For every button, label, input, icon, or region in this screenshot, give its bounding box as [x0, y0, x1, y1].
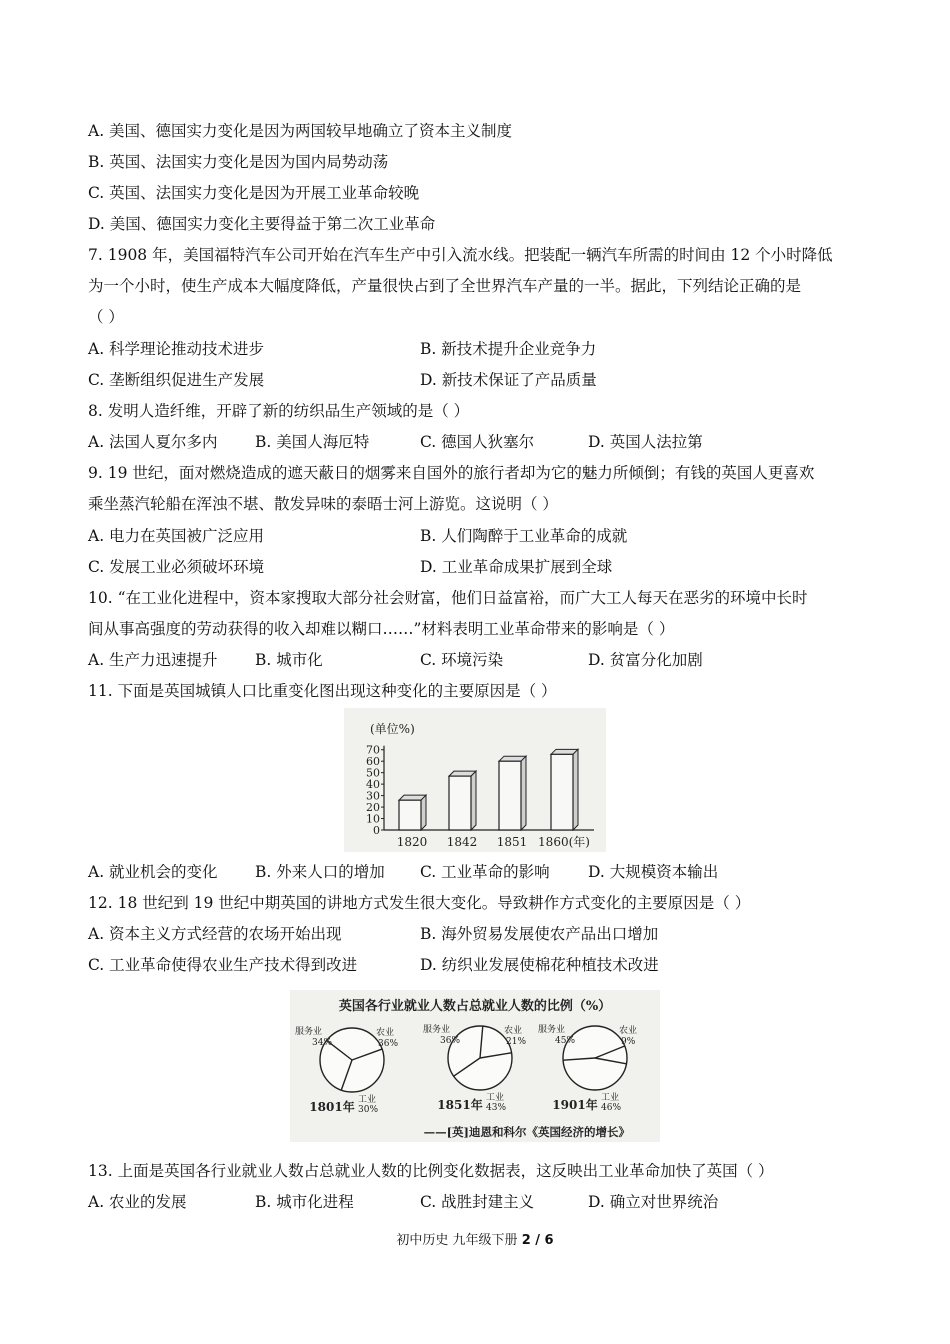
q11-option-c: C. 工业革命的影响 [420, 863, 550, 881]
q6-option-c: C. 英国、法国实力变化是因为开展工业革命较晚 [88, 184, 420, 202]
pie-pct-agriculture: 21% [506, 1037, 527, 1047]
q8-option-c: C. 德国人狄塞尔 [420, 433, 535, 451]
pie-1801 [295, 1025, 398, 1115]
footer-page-number: 2 / 6 [521, 1233, 554, 1248]
q10-option-d: D. 贫富分化加剧 [588, 651, 703, 669]
q12-option-a: A. 资本主义方式经营的农场开始出现 [88, 925, 342, 943]
pie-1851 [423, 1023, 526, 1113]
q10-stem-line2: 间从事高强度的劳动获得的收入却难以糊口……”材料表明工业革命带来的影响是（ ） [88, 620, 675, 638]
bar-chart-svg [344, 708, 606, 852]
q8-stem: 8. 发明人造纤维，开辟了新的纺织品生产领域的是（ ） [88, 402, 470, 420]
bar-chart-unit-label: (单位%) [370, 722, 415, 736]
pie-label-industry: 工业 [486, 1093, 505, 1103]
q11-option-b: B. 外来人口的增加 [255, 863, 385, 881]
q6-option-d: D. 美国、德国实力变化主要得益于第二次工业革命 [88, 215, 436, 233]
q7-option-d: D. 新技术保证了产品质量 [420, 371, 597, 389]
q11-option-a: A. 就业机会的变化 [88, 863, 218, 881]
pie-label-service: 服务业 [537, 1025, 565, 1035]
q9-option-d: D. 工业革命成果扩展到全球 [420, 558, 613, 576]
q7-stem-line1: 7. 1908 年，美国福特汽车公司开始在汽车生产中引入流水线。把装配一辆汽车所需的时间由 12 个小时降低 [88, 246, 833, 264]
q8-option-b: B. 美国人海厄特 [255, 433, 370, 451]
bar-x-tick-label: 1860(年) [538, 835, 590, 849]
q12-option-d: D. 纺织业发展使棉花种植技术改进 [420, 956, 659, 974]
q12-option-b: B. 海外贸易发展使农产品出口增加 [420, 925, 659, 943]
pie-pct-service: 45% [555, 1036, 576, 1046]
q9-option-b: B. 人们陶醉于工业革命的成就 [420, 527, 628, 545]
q8-option-d: D. 英国人法拉第 [588, 433, 703, 451]
bar-1820 [399, 800, 421, 830]
pie-pct-agriculture: 9% [621, 1037, 636, 1047]
bar-y-tick-label: 20 [366, 801, 380, 815]
pie-figure-title: 英国各行业就业人数占总就业人数的比例（%） [338, 999, 612, 1014]
bar-y-tick-label: 70 [366, 743, 380, 757]
urban-population-bar-chart [344, 708, 606, 852]
q7-option-c: C. 垄断组织促进生产发展 [88, 371, 265, 389]
q13-option-a: A. 农业的发展 [88, 1193, 187, 1211]
bar-x-tick-label: 1820 [396, 835, 428, 849]
bar-x-tick-label: 1842 [446, 835, 478, 849]
pie-figure-source: ——[英]迪恩和科尔《英国经济的增长》 [423, 1125, 630, 1139]
bar-1860 [551, 754, 573, 830]
q6-option-a: A. 美国、德国实力变化是因为两国较早地确立了资本主义制度 [88, 122, 513, 140]
pie-pct-industry: 46% [601, 1103, 622, 1113]
pie-label-service: 服务业 [294, 1027, 322, 1037]
q10-option-a: A. 生产力迅速提升 [88, 651, 218, 669]
q8-option-a: A. 法国人夏尔多内 [88, 433, 218, 451]
q10-stem-line1: 10. “在工业化进程中，资本家搜取大部分社会财富，他们日益富裕，而广大工人每天在恶劣的环境中长时 [88, 589, 808, 607]
pie-label-industry: 工业 [358, 1095, 377, 1105]
q7-stem-line2: 为一个小时，使生产成本大幅度降低，产量很快占到了全世界汽车产量的一半。据此，下列结论正确的是 [88, 277, 802, 295]
q10-option-b: B. 城市化 [255, 651, 323, 669]
bar-side-face [521, 756, 526, 830]
bar-x-tick-label: 1851 [496, 835, 528, 849]
q7-option-a: A. 科学理论推动技术进步 [88, 340, 265, 358]
bar-y-tick-label: 30 [366, 789, 380, 803]
q11-option-d: D. 大规模资本输出 [588, 863, 719, 881]
pie-pct-service: 36% [440, 1036, 461, 1046]
bar-y-tick-label: 40 [366, 778, 380, 792]
pie-label-agriculture: 农业 [376, 1028, 395, 1038]
pie-1901 [538, 1023, 637, 1113]
bar-side-face [573, 749, 578, 830]
q6-option-b: B. 英国、法国实力变化是因为国内局势动荡 [88, 153, 389, 171]
pie-label-agriculture: 农业 [504, 1026, 523, 1036]
bar-y-tick-label: 60 [366, 755, 380, 769]
q9-stem-line2: 乘坐蒸汽轮船在浑浊不堪、散发异味的泰晤士河上游览。这说明（ ） [88, 495, 558, 513]
bar-1851 [499, 761, 521, 830]
q12-stem: 12. 18 世纪到 19 世纪中期英国的讲地方式发生很大变化。导致耕作方式变化的主要原因是（ ） [88, 894, 751, 912]
q13-option-b: B. 城市化进程 [255, 1193, 354, 1211]
pie-year-label: 1851年 [437, 1098, 483, 1112]
bar-y-tick-label: 50 [366, 766, 380, 780]
q13-option-c: C. 战胜封建主义 [420, 1193, 535, 1211]
employment-share-pie-figure [290, 990, 660, 1142]
pie-year-label: 1901年 [552, 1098, 598, 1112]
bar-side-face [421, 795, 426, 830]
bar-1842 [449, 776, 471, 830]
q7-option-b: B. 新技术提升企业竞争力 [420, 340, 597, 358]
pie-label-service: 服务业 [422, 1025, 450, 1035]
bar-y-tick-label: 10 [366, 812, 380, 826]
pie-label-industry: 工业 [601, 1093, 620, 1103]
q10-option-c: C. 环境污染 [420, 651, 504, 669]
q9-stem-line1: 9. 19 世纪，面对燃烧造成的遮天蔽日的烟雾来自国外的旅行者却为它的魅力所倾倒；有钱的英国人更喜欢 [88, 464, 815, 482]
q9-option-c: C. 发展工业必须破坏环境 [88, 558, 265, 576]
pie-pct-service: 34% [312, 1038, 333, 1048]
pie-pct-agriculture: 36% [378, 1039, 399, 1049]
q11-stem: 11. 下面是英国城镇人口比重变化图出现这种变化的主要原因是（ ） [88, 682, 557, 700]
pie-label-agriculture: 农业 [619, 1026, 638, 1036]
pie-pct-industry: 43% [486, 1103, 507, 1113]
q9-option-a: A. 电力在英国被广泛应用 [88, 527, 265, 545]
q12-option-c: C. 工业革命使得农业生产技术得到改进 [88, 956, 358, 974]
bar-y-tick-label: 0 [373, 824, 380, 837]
pie-year-label: 1801年 [309, 1100, 355, 1114]
q13-stem: 13. 上面是英国各行业就业人数占总就业人数的比例变化数据表，这反映出工业革命加快了英国（ ） [88, 1162, 774, 1180]
page-footer [0, 1229, 950, 1248]
bar-side-face [471, 771, 476, 830]
pie-chart-svg [290, 990, 660, 1142]
pie-pct-industry: 30% [358, 1105, 379, 1115]
q7-stem-line3: （ ） [88, 308, 124, 326]
q13-option-d: D. 确立对世界统治 [588, 1193, 719, 1211]
footer-course: 初中历史 九年级下册 [396, 1233, 522, 1248]
